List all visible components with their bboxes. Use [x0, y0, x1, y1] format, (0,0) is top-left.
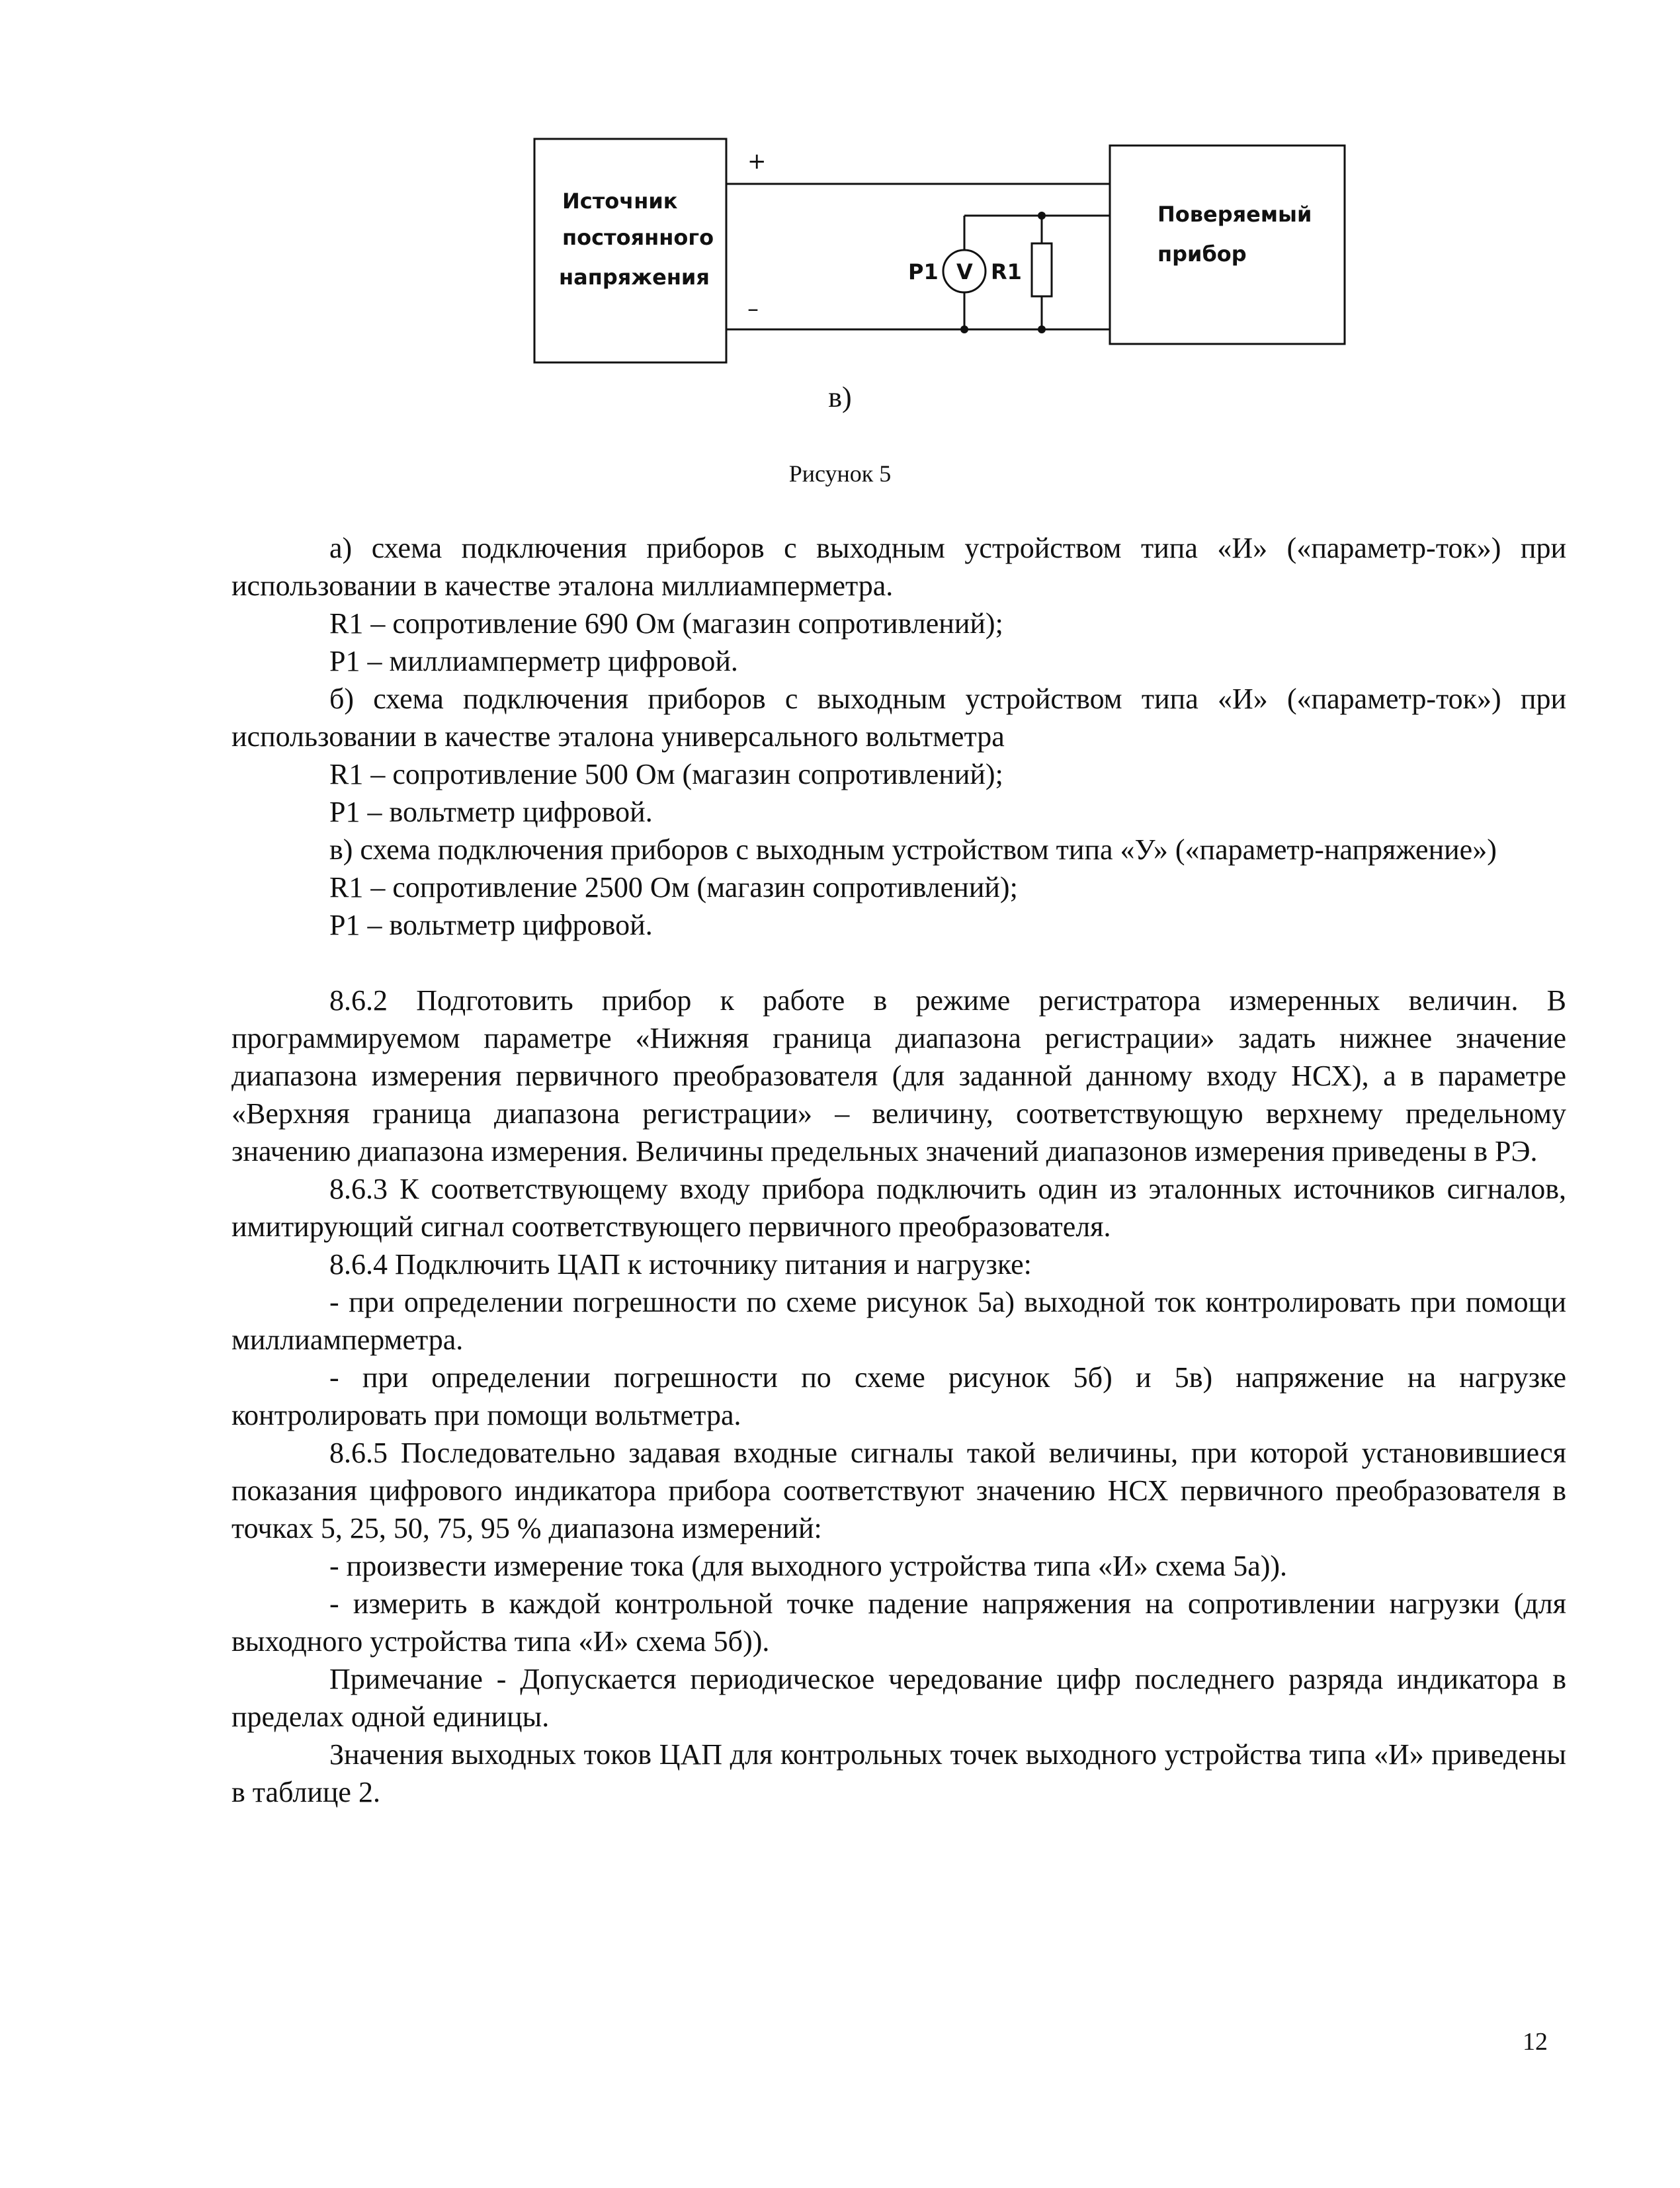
paragraph: 8.6.4 Подключить ЦАП к источнику питания и нагрузке:: [329, 1248, 1032, 1281]
p1-label: P1: [908, 259, 939, 284]
junction-dot: [1038, 325, 1046, 333]
paragraph: Значения выходных токов ЦАП для контрольных точек выходного устройства типа «И» приведены в таблице 2.: [231, 1738, 1566, 1808]
plus-sign: +: [747, 148, 767, 175]
figure-caption: Рисунок 5: [788, 460, 892, 487]
source-label-line-2: постоянного: [562, 225, 714, 250]
paragraph: - измерить в каждой контрольной точке падение напряжения на сопротивлении нагрузки (для выходного устройства типа «И» схема 5б)).: [231, 1587, 1566, 1658]
paragraph: 8.6.3 К соответствующему входу прибора подключить один из эталонных источников сигналов, имитирующий сигнал соответствующего первичного преобразователя.: [231, 1173, 1566, 1243]
paragraph: в) схема подключения приборов с выходным устройством типа «У» («параметр-напряжение»): [329, 833, 1497, 866]
paragraph: Р1 – миллиамперметр цифровой.: [329, 645, 738, 677]
device-label-line-2: прибор: [1157, 241, 1247, 267]
paragraph: R1 – сопротивление 690 Ом (магазин сопротивлений);: [329, 607, 1003, 640]
body-text: [231, 529, 1566, 1811]
source-box: [534, 139, 726, 362]
device-label-line-1: Поверяемый: [1157, 202, 1312, 227]
paragraph: а) схема подключения приборов с выходным устройством типа «И» («параметр-ток») при использовании в качестве эталона миллиамперметра.: [231, 532, 1566, 602]
paragraph: R1 – сопротивление 500 Ом (магазин сопротивлений);: [329, 758, 1003, 790]
voltmeter-v: V: [956, 259, 973, 284]
figure-sub-label: в): [828, 381, 852, 413]
resistor-symbol: [1032, 243, 1052, 296]
source-label-line-3: напряжения: [559, 265, 710, 290]
paragraph: Примечание - Допускается периодическое чередование цифр последнего разряда индикатора в пределах одной единицы.: [231, 1663, 1566, 1733]
paragraph: б) схема подключения приборов с выходным устройством типа «И» («параметр-ток») при использовании в качестве эталона универсального вольтметра: [231, 683, 1566, 753]
paragraph-gap: [231, 944, 1566, 982]
paragraph: Р1 – вольтметр цифровой.: [329, 796, 653, 828]
paragraph: - произвести измерение тока (для выходного устройства типа «И» схема 5а)).: [329, 1550, 1288, 1582]
paragraph: R1 – сопротивление 2500 Ом (магазин сопротивлений);: [329, 871, 1018, 904]
r1-label: R1: [991, 259, 1022, 284]
paragraph: - при определении погрешности по схеме рисунок 5а) выходной ток контролировать при помощи миллиамперметра.: [231, 1286, 1566, 1356]
junction-dot: [960, 325, 968, 333]
source-label-line-1: Источник: [562, 189, 678, 214]
junction-dot: [1038, 212, 1046, 220]
paragraph: - при определении погрешности по схеме рисунок 5б) и 5в) напряжение на нагрузке контролировать при помощи вольтметра.: [231, 1361, 1566, 1431]
paragraph: 8.6.5 Последовательно задавая входные сигналы такой величины, при которой установившиеся показания цифрового индикатора прибора соответствуют значению НСХ первичного преобразователя в точках 5, 25, 50, 75, 95 % диапазона измерений:: [231, 1437, 1566, 1544]
paragraph: Р1 – вольтметр цифровой.: [329, 909, 653, 941]
circuit-diagram: [523, 132, 1356, 370]
page-number: 12: [1523, 2028, 1548, 2056]
paragraph: 8.6.2 Подготовить прибор к работе в режиме регистратора измеренных величин. В программируемом параметре «Нижняя граница диапазона регистрации» задать нижнее значение диапазона измерения первичного преобразователя (для заданной данному входу НСХ), а в параметре «Верхняя граница диапазона регистрации» – величину, соответствующую верхнему предельному значению диапазона измерения. Величины предельных значений диапазонов измерения приведены в РЭ.: [231, 984, 1566, 1167]
minus-sign: –: [747, 296, 759, 322]
